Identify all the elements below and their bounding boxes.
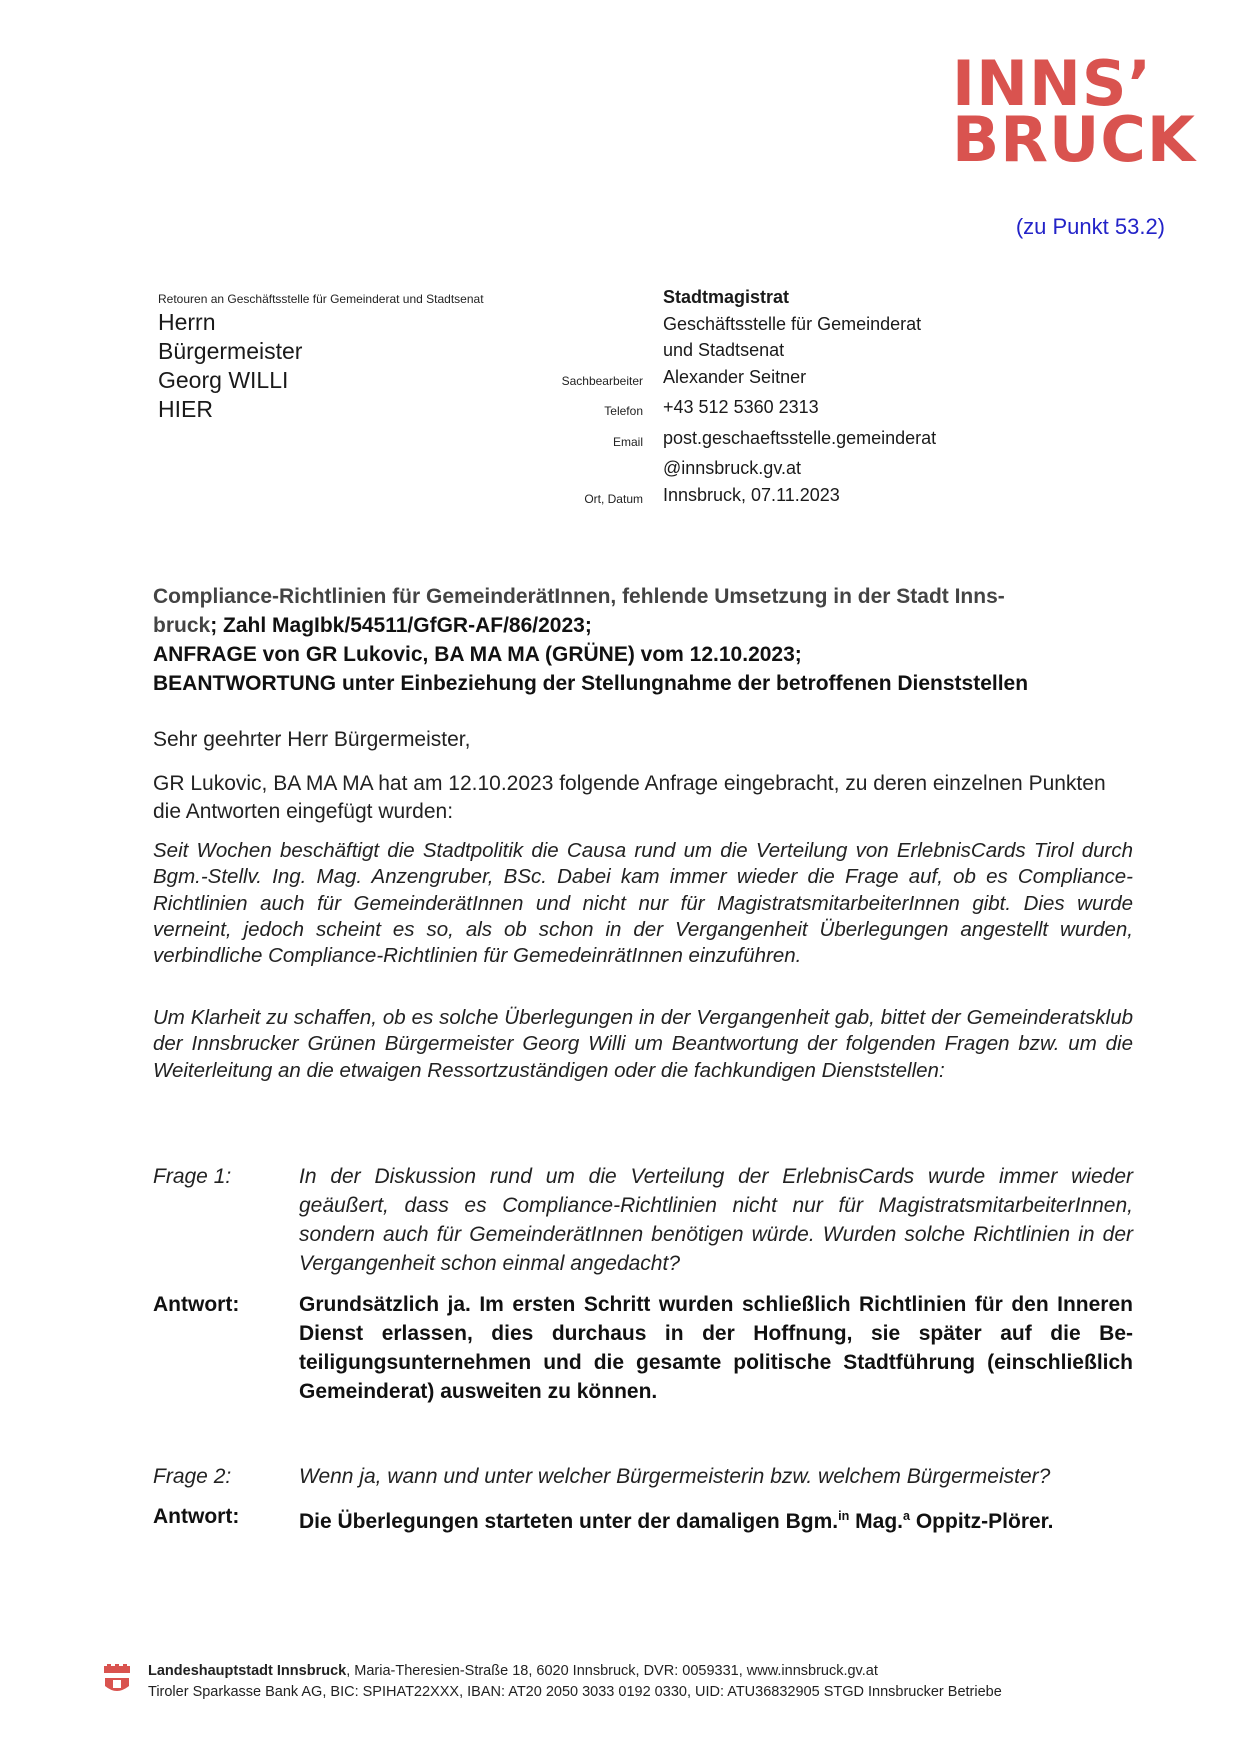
- logo-line-1: INNS’: [952, 47, 1153, 120]
- subject-title-cont: bruck: [153, 614, 211, 637]
- city-logo: [952, 47, 1196, 176]
- question-2: [153, 1462, 1133, 1491]
- question-text: In der Diskussion rund um die Verteilung der ErlebnisCards wurde immer wieder geäußert, dass es Compliance-Richtlinien nicht nur für MagistratsmitarbeiterInnen, sondern auch für GemeinderätInnen benötigen würde. Wurden solche Richtlinien in der Vergangenheit schon einmal angedacht?: [299, 1165, 1133, 1275]
- phone-label: Telefon: [604, 404, 643, 418]
- subject-title: Compliance-Richtlinien für GemeinderätInnen, fehlende Umsetzung in der Stadt Inns-: [153, 585, 1005, 608]
- question-label: Frage 2:: [153, 1465, 232, 1488]
- sender-office: Stadtmagistrat: [663, 287, 790, 307]
- clerk-label: Sachbearbeiter: [561, 373, 643, 388]
- clerk-name: Alexander Seitner: [663, 366, 807, 387]
- recipient-line: Bürgermeister: [158, 338, 303, 364]
- sender-department: und Stadtsenat: [663, 340, 785, 360]
- subject-block: [153, 582, 1133, 698]
- inquiry-line: ANFRAGE von GR Lukovic, BA MA MA (GRÜNE) vom 12.10.2023;: [153, 643, 802, 666]
- recipient-line: HIER: [158, 396, 213, 422]
- intro-paragraph: GR Lukovic, BA MA MA hat am 12.10.2023 folgende Anfrage eingebracht, zu deren einzelnen Punkten die Antworten eingefügt wurden:: [153, 772, 1106, 823]
- recipient-address: [158, 308, 302, 424]
- answer-2: [153, 1502, 1133, 1536]
- answer-line: BEANTWORTUNG unter Einbeziehung der Stellungnahme der betroffenen Dienststellen: [153, 672, 1029, 695]
- email-address-cont: @innsbruck.gv.at: [663, 458, 801, 478]
- greeting: Sehr geehrter Herr Bürgermeister,: [153, 728, 471, 751]
- file-number: ; Zahl MagIbk/54511/GfGR-AF/86/2023;: [210, 614, 592, 637]
- question-label: Frage 1:: [153, 1165, 232, 1188]
- city-emblem-icon: [102, 1664, 132, 1698]
- recipient-line: Herrn: [158, 309, 216, 335]
- agenda-reference: (zu Punkt 53.2): [1015, 214, 1165, 239]
- footer-bank: Tiroler Sparkasse Bank AG, BIC: SPIHAT22XXX, IBAN: AT20 2050 3033 0192 0330, UID: ATU36832905 STGD Innsbrucker Betriebe: [148, 1684, 1002, 1700]
- sender-department: Geschäftsstelle für Gemeinderat: [663, 313, 922, 334]
- answer-text: Die Überlegungen starteten unter der damaligen Bgm.$^{in}$ Mag.$^a$ Oppitz-Plörer.: [299, 1509, 1054, 1533]
- answer-text: Grundsätzlich ja. Im ersten Schritt wurden schließlich Richtlinien für den Inneren Dienst erlassen, dies durchaus in der Hoffnung, sie später auf die Beteiligungsunternehmen und die gesamte politische Stadtführung (einschließlich Gemeinderat) ausweiten zu können.: [299, 1293, 1133, 1403]
- phone-number: +43 512 5360 2313: [663, 397, 819, 417]
- footer-address: , Maria-Theresien-Straße 18, 6020 Innsbruck, DVR: 0059331, www.innsbruck.gv.at: [346, 1663, 878, 1679]
- question-1: [153, 1162, 1133, 1278]
- footer: [148, 1661, 1002, 1703]
- answer-1: [153, 1290, 1133, 1406]
- logo-line-2: BRUCK: [952, 103, 1196, 176]
- date-label: Ort, Datum: [584, 491, 643, 506]
- footer-org: Landeshauptstadt Innsbruck: [148, 1663, 347, 1679]
- place-date: Innsbruck, 07.11.2023: [663, 484, 840, 505]
- answer-label: Antwort:: [153, 1505, 240, 1528]
- return-address: Retouren an Geschäftsstelle für Gemeinderat und Stadtsenat: [158, 292, 484, 306]
- inquiry-quote-1: Seit Wochen beschäftigt die Stadtpolitik die Causa rund um die Verteilung von ErlebnisCards Tirol durch Bgm.-Stellv. Ing. Mag. Anzengruber, BSc. Dabei kam immer wieder die Frage auf, ob es Compliance-Richtlinien auch für GemeinderätInnen und nicht nur für MagistratsmitarbeiterInnen gibt. Dies wurde verneint, jedoch scheint es so, als ob schon in der Vergangenheit Überlegungen angestellt wurden, verbindliche Compliance-Richtlinien für GemedeinrätInnen einzuführen.: [153, 839, 1133, 968]
- email-label: Email: [612, 434, 643, 449]
- email-address: post.geschaeftsstelle.gemeinderat: [663, 427, 937, 448]
- sender-info: [520, 284, 1020, 512]
- answer-label: Antwort:: [153, 1293, 240, 1316]
- question-text: Wenn ja, wann und unter welcher Bürgermeisterin bzw. welchem Bürgermeister?: [299, 1465, 1051, 1488]
- recipient-line: Georg WILLI: [158, 367, 289, 393]
- inquiry-quote-2: Um Klarheit zu schaffen, ob es solche Überlegungen in der Vergangenheit gab, bittet der Gemeinderatsklub der Innsbrucker Grünen Bürgermeister Georg Willi um Beantwortung der folgenden Fragen bzw. um die Weiterleitung an die etwaigen Ressortzuständigen oder die fachkundigen Dienststellen:: [153, 1006, 1133, 1082]
